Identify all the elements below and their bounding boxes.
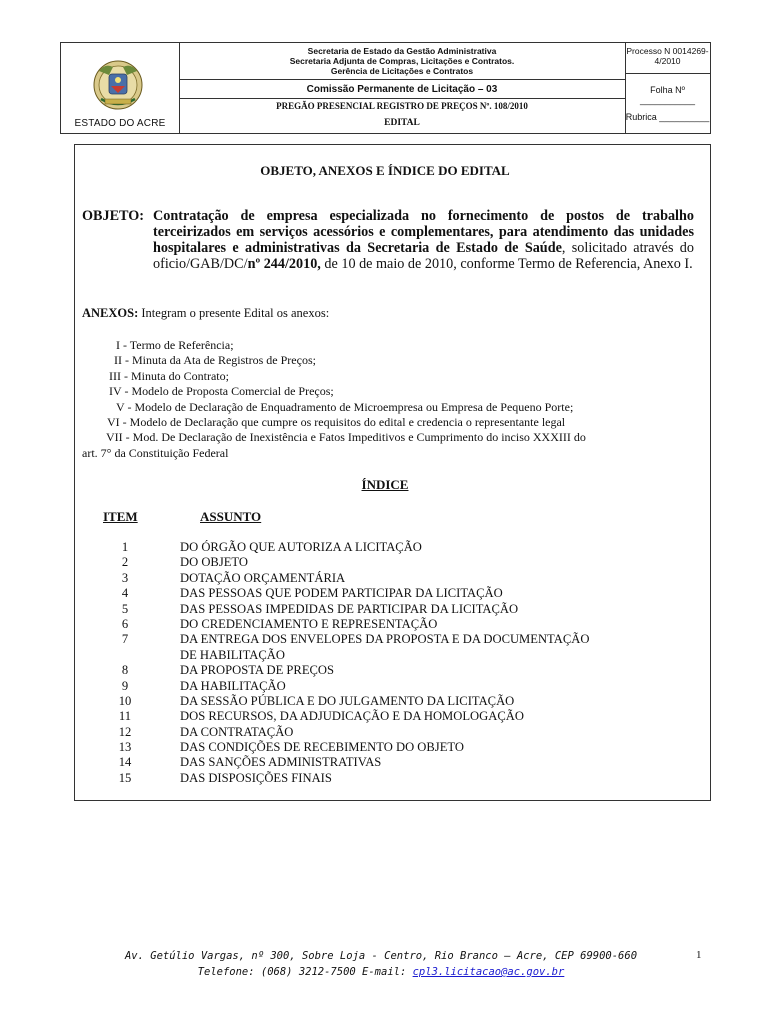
table-row bbox=[0, 725, 770, 740]
divider bbox=[625, 73, 710, 74]
table-row bbox=[0, 602, 770, 617]
item-number: 7 bbox=[121, 632, 129, 647]
page-number: 1 bbox=[696, 949, 702, 961]
state-label: ESTADO DO ACRE bbox=[74, 118, 166, 129]
item-subject: DA SESSÃO PÚBLICA E DO JULGAMENTO DA LICITAÇÃO bbox=[180, 693, 515, 708]
table-row bbox=[0, 771, 770, 786]
processo-number: Processo N 0014269-4/2010 bbox=[626, 46, 709, 66]
item-subject: DA PROPOSTA DE PREÇOS bbox=[180, 663, 335, 678]
item-subject: DO ÓRGÃO QUE AUTORIZA A LICITAÇÃO bbox=[180, 540, 422, 554]
anexos-intro bbox=[82, 306, 329, 321]
item-number: 1 bbox=[121, 540, 129, 554]
item-number: 14 bbox=[118, 755, 132, 770]
item-number: 5 bbox=[121, 601, 129, 616]
list-item: VII - Mod. De Declaração de Inexistência e Fatos Impeditivos e Cumprimento do inciso XXXIII do bbox=[106, 430, 586, 445]
objeto-bold-2: nº 244/2010, bbox=[247, 256, 321, 272]
table-row bbox=[0, 571, 770, 586]
item-subject: DAS PESSOAS QUE PODEM PARTICIPAR DA LICITAÇÃO bbox=[180, 586, 503, 601]
item-number: 15 bbox=[118, 770, 132, 785]
table-row bbox=[0, 694, 770, 709]
column-header-assunto: ASSUNTO bbox=[200, 509, 262, 524]
column-header-item: ITEM bbox=[103, 509, 138, 524]
page-title: OBJETO, ANEXOS E ÍNDICE DO EDITAL bbox=[260, 163, 510, 178]
table-row bbox=[0, 755, 770, 770]
item-subject: DAS DISPOSIÇÕES FINAIS bbox=[180, 770, 332, 785]
email-link[interactable]: cpl3.licitacao@ac.gov.br bbox=[412, 966, 565, 978]
item-subject: DE HABILITAÇÃO bbox=[180, 647, 285, 662]
item-number: 13 bbox=[118, 740, 132, 755]
footer-address: Av. Getúlio Vargas, nº 300, Sobre Loja - Centro, Rio Branco – Acre, CEP 69900-660 bbox=[124, 950, 638, 962]
secretaria-line: Secretaria de Estado da Gestão Administrativa bbox=[307, 46, 497, 56]
item-subject: DOS RECURSOS, DA ADJUDICAÇÃO E DA HOMOLOGAÇÃO bbox=[180, 709, 524, 724]
item-number: 9 bbox=[121, 678, 129, 693]
gerencia-line: Gerência de Licitações e Contratos bbox=[330, 66, 474, 76]
item-number: 10 bbox=[118, 693, 132, 708]
list-item: art. 7° da Constituição Federal bbox=[82, 445, 229, 460]
item-number: 12 bbox=[118, 724, 132, 739]
folha-field: Folha Nº ___________ bbox=[639, 85, 696, 105]
pregao-line: PREGÃO PRESENCIAL REGISTRO DE PREÇOS Nº. 108/2010 bbox=[276, 101, 528, 111]
footer-contact bbox=[0, 966, 770, 978]
table-row bbox=[0, 617, 770, 632]
anexos-label: ANEXOS: bbox=[82, 306, 139, 320]
item-subject: DA CONTRATAÇÃO bbox=[180, 724, 294, 739]
rubrica-field: Rubrica __________ bbox=[625, 112, 710, 122]
document-header bbox=[60, 42, 711, 134]
item-subject: DO OBJETO bbox=[180, 555, 248, 570]
list-item: IV - Modelo de Proposta Comercial de Preços; bbox=[109, 384, 334, 399]
table-row bbox=[0, 632, 770, 647]
item-subject: DO CREDENCIAMENTO E REPRESENTAÇÃO bbox=[180, 616, 438, 631]
comissao-line: Comissão Permanente de Licitação – 03 bbox=[306, 84, 498, 95]
secretaria-adjunta-line: Secretaria Adjunta de Compras, Licitações e Contratos. bbox=[289, 56, 515, 66]
table-row bbox=[0, 709, 770, 724]
item-subject: DA ENTREGA DOS ENVELOPES DA PROPOSTA E DA DOCUMENTAÇÃO bbox=[180, 632, 590, 647]
list-item: III - Minuta do Contrato; bbox=[109, 368, 229, 383]
table-row bbox=[0, 740, 770, 755]
header-process-cell bbox=[625, 43, 710, 133]
item-number: 6 bbox=[121, 616, 129, 631]
anexos-list bbox=[82, 338, 697, 461]
objeto-rest-1: , solicitado através do oficio/GAB/DC/ bbox=[153, 240, 694, 272]
table-row bbox=[0, 648, 770, 663]
table-row bbox=[0, 555, 770, 570]
list-item: V - Modelo de Declaração de Enquadramento de Microempresa ou Empresa de Pequeno Porte; bbox=[116, 399, 574, 414]
objeto-text bbox=[153, 208, 694, 272]
indice-table bbox=[0, 540, 770, 786]
list-item: II - Minuta da Ata de Registros de Preços; bbox=[114, 353, 316, 368]
item-subject: DA HABILITAÇÃO bbox=[180, 678, 286, 693]
item-subject: DAS CONDIÇÕES DE RECEBIMENTO DO OBJETO bbox=[180, 740, 464, 755]
list-item: I - Termo de Referência; bbox=[116, 338, 234, 352]
item-number: 11 bbox=[118, 709, 132, 724]
objeto-label: OBJETO: bbox=[82, 208, 145, 224]
item-number: 4 bbox=[121, 586, 129, 601]
divider bbox=[179, 79, 625, 80]
table-row bbox=[0, 679, 770, 694]
table-row bbox=[0, 586, 770, 601]
footer-phone: Telefone: (068) 3212-7500 E-mail: bbox=[197, 966, 413, 978]
item-number: 3 bbox=[121, 570, 129, 585]
objeto-bold: Contratação de empresa especializada no fornecimento de postos de trabalho terceirizados em serviços acessórios e complementares, para atendimento das unidades hospitalares e administrativas da Secretaria de Estado de Saúde bbox=[153, 208, 694, 256]
header-title-cell bbox=[179, 43, 626, 133]
item-subject: DOTAÇÃO ORÇAMENTÁRIA bbox=[180, 570, 346, 585]
header-logo-cell bbox=[61, 43, 180, 133]
divider bbox=[179, 98, 625, 99]
item-number: 2 bbox=[121, 555, 129, 570]
indice-title: ÍNDICE bbox=[361, 477, 409, 492]
item-subject: DAS PESSOAS IMPEDIDAS DE PARTICIPAR DA LICITAÇÃO bbox=[180, 601, 519, 616]
item-subject: DAS SANÇÕES ADMINISTRATIVAS bbox=[180, 755, 382, 770]
objeto-rest-2: de 10 de maio de 2010, conforme Termo de Referencia, Anexo I. bbox=[320, 256, 693, 272]
table-row bbox=[0, 540, 770, 555]
item-number: 8 bbox=[121, 663, 129, 678]
objeto-section bbox=[82, 208, 694, 272]
state-coat-of-arms-icon bbox=[91, 59, 145, 113]
anexos-text: Integram o presente Edital os anexos: bbox=[141, 306, 330, 320]
list-item: VI - Modelo de Declaração que cumpre os requisitos do edital e credencia o representante legal bbox=[107, 415, 566, 430]
table-row bbox=[0, 663, 770, 678]
edital-line: EDITAL bbox=[384, 118, 420, 128]
